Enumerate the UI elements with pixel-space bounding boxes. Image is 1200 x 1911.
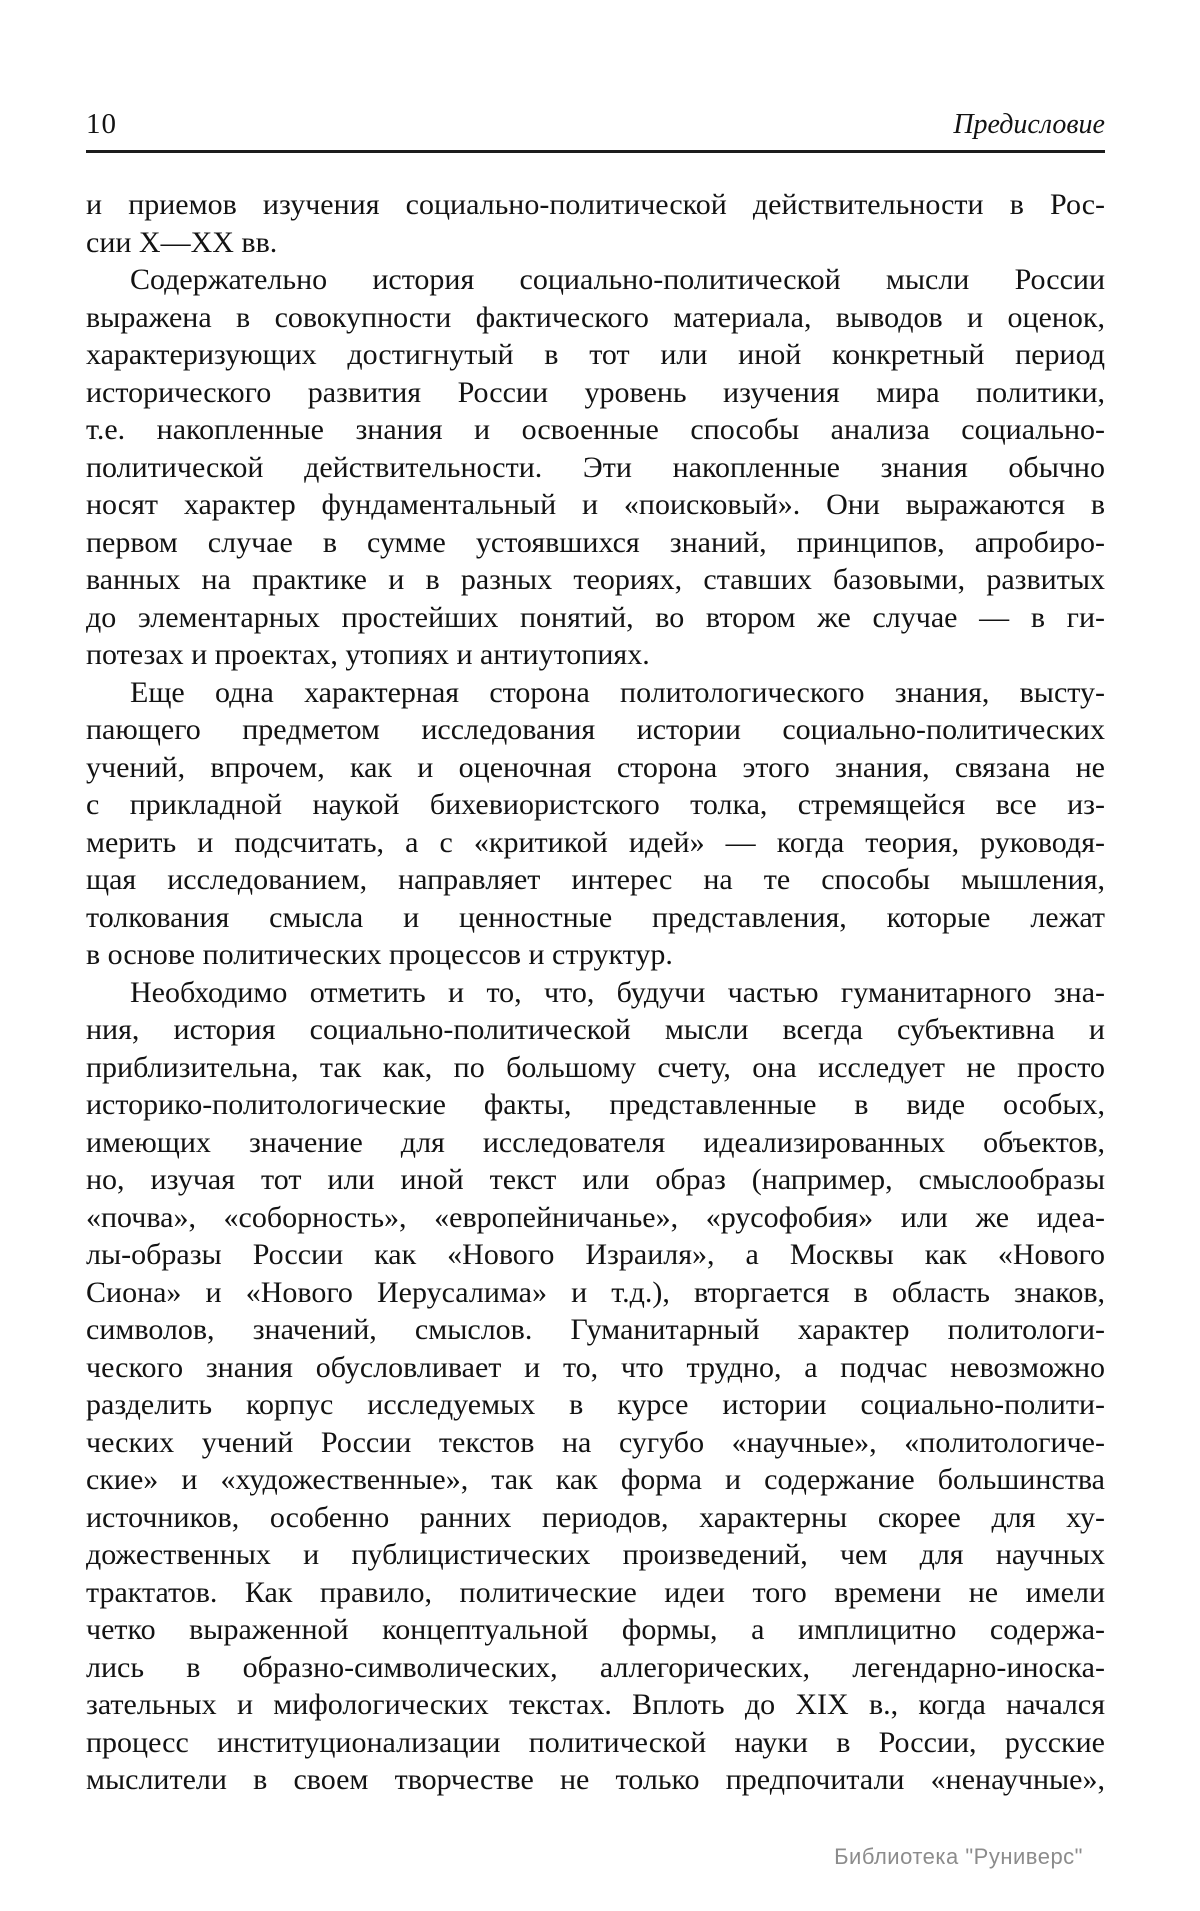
text-line: приблизительна, так как, по большому счету, она исследует не просто bbox=[86, 1050, 1105, 1084]
text-line: историко-политологические факты, представленные в виде особых, bbox=[86, 1088, 1105, 1121]
text-line: политической действительности. Эти накопленные знания обычно bbox=[86, 450, 1105, 484]
text-line: выражена в совокупности фактического материала, выводов и оценок, bbox=[86, 300, 1105, 334]
text-line: мерить и подсчитать, а с «критикой идей» — когда теория, руководя- bbox=[86, 825, 1105, 859]
text-line: четко выраженной концептуальной формы, а имплицитно содержа- bbox=[86, 1613, 1105, 1646]
text-line: разделить корпус исследуемых в курсе истории социально-полити- bbox=[86, 1388, 1105, 1421]
text-line: в основе политических процессов и структур. bbox=[86, 938, 673, 971]
text-line: с прикладной наукой бихевиористского толка, стремящейся все из- bbox=[86, 788, 1105, 821]
page-header bbox=[86, 0, 1105, 141]
text-line: носят характер фундаментальный и «поисковый». Они выражаются в bbox=[86, 488, 1105, 521]
text-line: ские» и «художественные», так как форма и содержание большинства bbox=[86, 1463, 1105, 1496]
text-line: зательных и мифологических текстах. Вплоть до XIX в., когда начался bbox=[86, 1688, 1105, 1721]
text-line: учений, впрочем, как и оценочная сторона этого знания, связана не bbox=[86, 750, 1105, 784]
header-rule bbox=[86, 150, 1105, 153]
text-line: ванных на практике и в разных теориях, ставших базовыми, развитых bbox=[86, 563, 1105, 596]
text-line: лись в образно-символических, аллегорических, легендарно-иноска- bbox=[86, 1650, 1105, 1684]
text-line: ческих учений России текстов на сугубо «научные», «политологиче- bbox=[86, 1425, 1105, 1459]
text-line: «почва», «соборность», «европейничанье», «русофобия» или же идеа- bbox=[86, 1200, 1105, 1234]
page-number: 10 bbox=[86, 108, 117, 140]
text-line: но, изучая тот или иной текст или образ (например, смыслообразы bbox=[86, 1163, 1105, 1196]
text-line: щая исследованием, направляет интерес на те способы мышления, bbox=[86, 863, 1105, 896]
text-line: процесс институционализации политической науки в России, русские bbox=[86, 1725, 1105, 1759]
page-body bbox=[86, 186, 1105, 1799]
text-line: первом случае в сумме устоявшихся знаний, принципов, апробиро- bbox=[86, 525, 1105, 559]
text-line: и приемов изучения социально-политической действительности в Рос- bbox=[86, 188, 1105, 221]
text-line: до элементарных простейших понятий, во втором же случае — в ги- bbox=[86, 600, 1105, 634]
text-line: т.е. накопленные знания и освоенные способы анализа социально- bbox=[86, 413, 1105, 446]
text-line: дожественных и публицистических произведений, чем для научных bbox=[86, 1538, 1105, 1571]
text-line: лы-образы России как «Нового Израиля», а Москвы как «Нового bbox=[86, 1238, 1105, 1271]
text-line: имеющих значение для исследователя идеализированных объектов, bbox=[86, 1125, 1105, 1159]
text-line: потезах и проектах, утопиях и антиутопиях. bbox=[86, 638, 650, 671]
text-line: источников, особенно ранних периодов, характерны скорее для ху- bbox=[86, 1500, 1105, 1534]
text-line: ния, история социально-политической мысли всегда субъективна и bbox=[86, 1013, 1105, 1046]
content-column bbox=[86, 0, 1105, 1799]
text-line: символов, значений, смыслов. Гуманитарный характер политологи- bbox=[86, 1313, 1105, 1346]
text-line: Еще одна характерная сторона политологического знания, высту- bbox=[130, 675, 1105, 709]
text-line: Сиона» и «Нового Иерусалима» и т.д.), вторгается в область знаков, bbox=[86, 1275, 1105, 1309]
text-line: мыслители в своем творчестве не только предпочитали «ненаучные», bbox=[86, 1763, 1105, 1796]
text-line: толкования смысла и ценностные представления, которые лежат bbox=[86, 900, 1105, 934]
running-title: Предисловие bbox=[953, 109, 1105, 140]
text-line: характеризующих достигнутый в тот или иной конкретный период bbox=[86, 338, 1105, 371]
text-line: Содержательно история социально-политической мысли России bbox=[130, 263, 1105, 296]
text-line: исторического развития России уровень изучения мира политики, bbox=[86, 375, 1105, 409]
text-line: Необходимо отметить и то, что, будучи частью гуманитарного зна- bbox=[130, 975, 1105, 1009]
text-line: ческого знания обусловливает и то, что трудно, а подчас невозможно bbox=[86, 1350, 1105, 1384]
text-line: сии X—XX вв. bbox=[86, 225, 278, 259]
library-watermark: Библиотека "Руниверс" bbox=[834, 1844, 1083, 1869]
text-line: трактатов. Как правило, политические идеи того времени не имели bbox=[86, 1575, 1105, 1609]
text-line: пающего предметом исследования истории социально-политических bbox=[86, 713, 1105, 746]
